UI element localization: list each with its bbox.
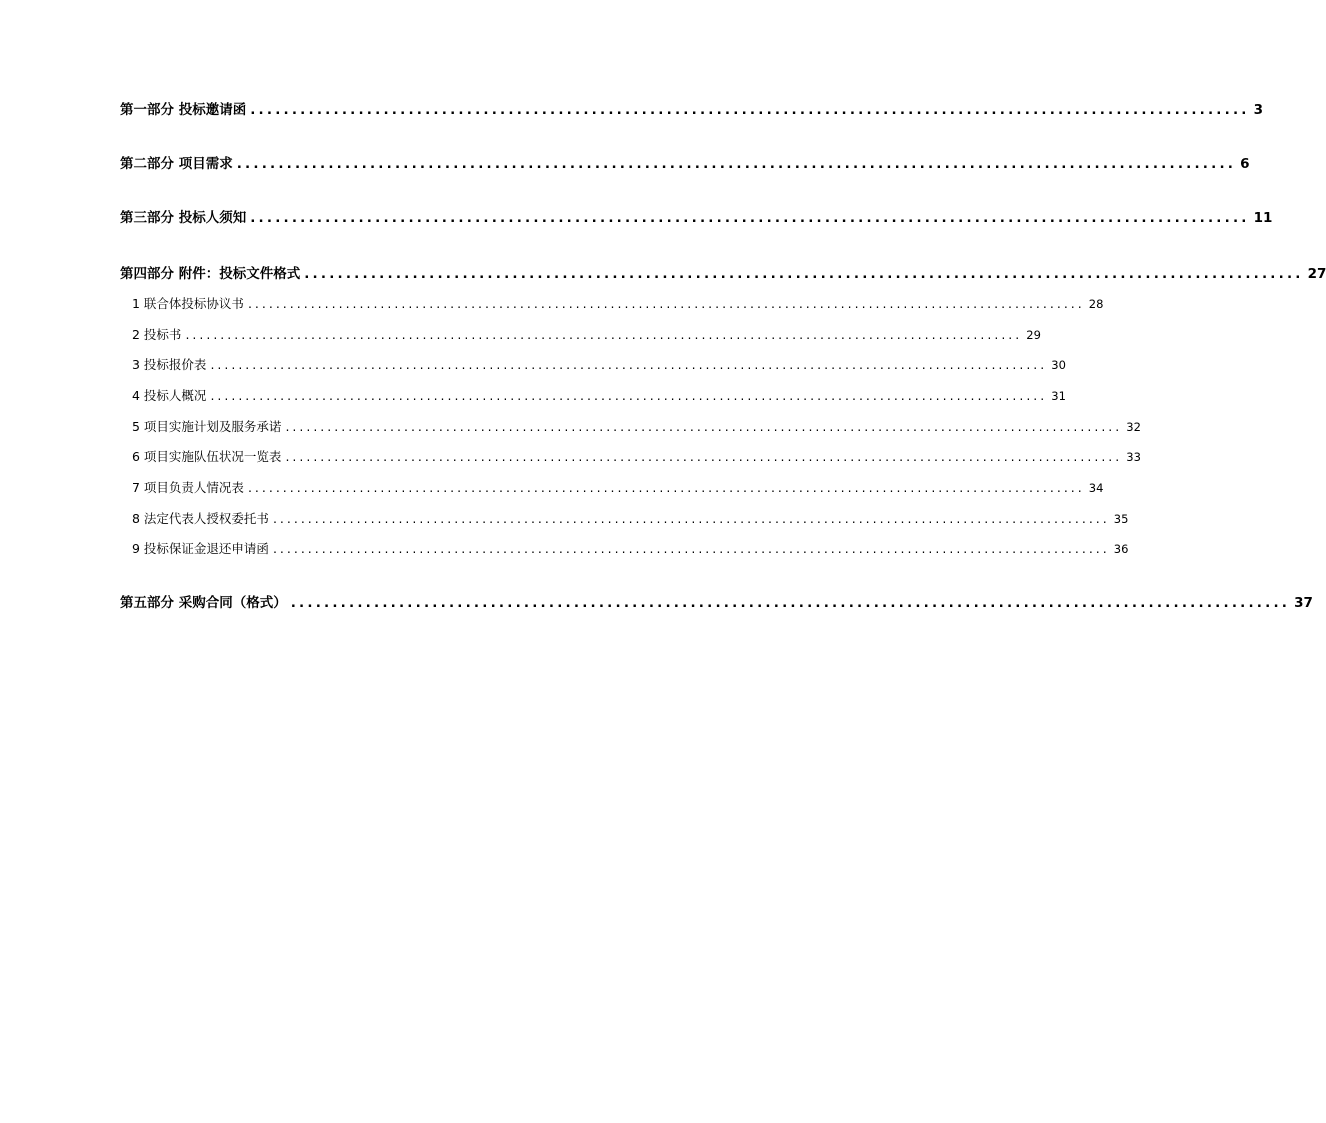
toc-entry-title: 4 投标人概况 — [132, 388, 207, 403]
toc-dot-leader: ........................................................................................................................ — [210, 388, 1048, 403]
toc-dot-leader: ........................................................................................................................ — [272, 511, 1110, 526]
toc-entry-title: 第一部分 投标邀请函 — [120, 102, 247, 118]
toc-entry-title: 第三部分 投标人须知 — [120, 210, 247, 226]
toc-entry-page: 36 — [1113, 542, 1129, 556]
toc-entry-section-7[interactable] — [132, 478, 1104, 496]
toc-entry-title: 第四部分 附件：投标文件格式 — [120, 266, 301, 282]
toc-dot-leader: ........................................................................................................................ — [290, 595, 1291, 611]
toc-dot-leader: ........................................................................................................................ — [185, 327, 1023, 342]
toc-entry-section-2[interactable] — [132, 325, 1041, 343]
toc-entry-page: 27 — [1307, 266, 1326, 282]
toc-entry-title: 第二部分 项目需求 — [120, 156, 233, 172]
toc-entry-part-3[interactable] — [120, 206, 1273, 226]
toc-dot-leader: ........................................................................................................................ — [250, 102, 1250, 118]
toc-entry-title: 2 投标书 — [132, 327, 182, 342]
toc-entry-title: 第五部分 采购合同（格式） — [120, 595, 287, 611]
toc-dot-leader: ........................................................................................................................ — [247, 296, 1085, 311]
toc-entry-part-1[interactable] — [120, 98, 1264, 118]
toc-entry-page: 6 — [1240, 156, 1250, 172]
toc-entry-title: 3 投标报价表 — [132, 357, 207, 372]
toc-dot-leader: ........................................................................................................................ — [285, 449, 1123, 464]
toc-entry-section-5[interactable] — [132, 417, 1141, 435]
toc-entry-section-6[interactable] — [132, 447, 1141, 465]
toc-entry-page: 32 — [1126, 420, 1141, 434]
toc-entry-page: 29 — [1026, 328, 1041, 342]
toc-dot-leader: ........................................................................................................................ — [250, 210, 1250, 226]
toc-entry-section-9[interactable] — [132, 539, 1129, 557]
toc-entry-page: 28 — [1088, 297, 1104, 311]
toc-entry-section-3[interactable] — [132, 355, 1066, 373]
toc-dot-leader: ........................................................................................................................ — [304, 266, 1304, 282]
toc-dot-leader: ........................................................................................................................ — [272, 541, 1110, 556]
toc-dot-leader: ........................................................................................................................ — [247, 480, 1085, 495]
toc-entry-page: 31 — [1051, 389, 1066, 403]
toc-entry-part-5[interactable] — [120, 591, 1313, 611]
toc-entry-title: 6 项目实施队伍状况一览表 — [132, 449, 282, 464]
toc-entry-page: 37 — [1294, 595, 1313, 611]
toc-entry-section-1[interactable] — [132, 294, 1104, 312]
toc-entry-section-8[interactable] — [132, 509, 1129, 527]
toc-entry-part-4[interactable] — [120, 262, 1326, 282]
toc-entry-page: 35 — [1113, 512, 1129, 526]
toc-dot-leader: ........................................................................................................................ — [210, 357, 1048, 372]
toc-entry-page: 3 — [1253, 102, 1264, 118]
toc-entry-title: 8 法定代表人授权委托书 — [132, 511, 269, 526]
toc-entry-part-2[interactable] — [120, 152, 1250, 172]
toc-entry-title: 7 项目负责人情况表 — [132, 480, 244, 495]
toc-entry-title: 9 投标保证金退还申请函 — [132, 541, 269, 556]
toc-entry-title: 5 项目实施计划及服务承诺 — [132, 419, 282, 434]
toc-entry-section-4[interactable] — [132, 386, 1066, 404]
toc-entry-page: 11 — [1253, 210, 1273, 226]
toc-dot-leader: ........................................................................................................................ — [236, 156, 1237, 172]
toc-dot-leader: ........................................................................................................................ — [285, 419, 1123, 434]
toc-entry-page: 30 — [1051, 358, 1066, 372]
toc-entry-page: 34 — [1088, 481, 1104, 495]
toc-entry-page: 33 — [1126, 450, 1141, 464]
toc-entry-title: 1 联合体投标协议书 — [132, 296, 244, 311]
